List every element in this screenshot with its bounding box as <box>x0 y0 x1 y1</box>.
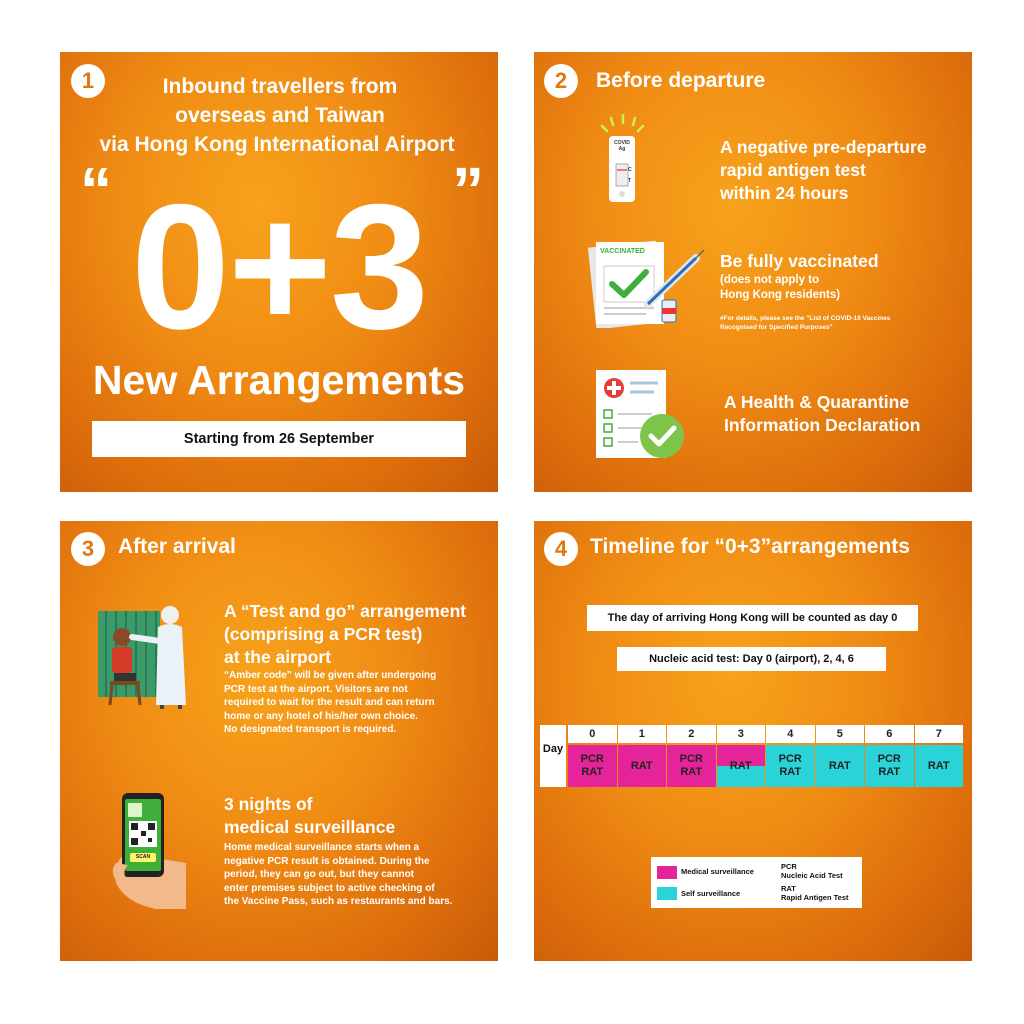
text-line: home or any hotel of his/her own choice. <box>224 710 418 722</box>
day-number-6: 6 <box>865 725 914 743</box>
legend-pcr <box>781 862 843 880</box>
text-line: required to wait for the result and can return <box>224 697 435 708</box>
vaccination-certificate-icon <box>586 238 706 328</box>
step-number-4: 4 <box>544 532 578 566</box>
test-label-pcr: PCR <box>580 753 604 765</box>
legend-rat-abbr: RAT <box>781 884 796 893</box>
test-label-pcr: PCR <box>778 753 802 765</box>
pcr-swab-test-icon <box>98 601 198 711</box>
day-cell-1 <box>618 745 667 787</box>
test-label-pcr: PCR <box>877 753 901 765</box>
text-line: #For details, please see the "List of COVID-19 Vaccines <box>720 315 891 322</box>
quote-open: “ <box>80 154 112 226</box>
day-cell-3 <box>717 745 766 787</box>
day-cell-4 <box>766 745 815 787</box>
text-line: PCR test at the airport. Visitors are not <box>224 683 408 695</box>
day-zero-note: The day of arriving Hong Kong will be counted as day 0 <box>587 605 918 631</box>
legend-rat-full: Rapid Antigen Test <box>781 893 849 902</box>
test-label-pcr: PCR <box>679 753 703 765</box>
text-line: enter premises subject to active checking of <box>224 882 435 894</box>
heading-line: via Hong Kong International Airport <box>99 133 455 156</box>
test-label-rat: RAT <box>680 766 703 778</box>
kit-label-t: T <box>628 178 632 184</box>
vaccine-list-note <box>720 314 890 332</box>
day-row-label: Day <box>540 725 566 787</box>
text-line: negative PCR result is obtained. During the <box>224 855 430 867</box>
text-line: A Health & Quarantine <box>724 392 910 412</box>
day-number-3: 3 <box>717 725 766 743</box>
day-cell-0 <box>568 745 617 787</box>
text-line: No designated transport is required. <box>224 724 397 735</box>
day-cell-5 <box>816 745 865 787</box>
new-arrangements-title: New Arrangements <box>92 357 466 403</box>
heading-line: overseas and Taiwan <box>175 104 385 127</box>
legend-self-label: Self surveillance <box>681 889 741 898</box>
quote-close: ” <box>452 154 484 226</box>
panel2-title: Before departure <box>596 69 766 92</box>
day-number-4: 4 <box>766 725 815 743</box>
day-number-7: 7 <box>915 725 964 743</box>
panel-before-departure <box>534 52 972 492</box>
text-line: A “Test and go” arrangement <box>224 601 467 621</box>
day-number-1: 1 <box>618 725 667 743</box>
text-line: within 24 hours <box>720 183 849 203</box>
text-line: period, they can go out, but they cannot <box>224 869 415 880</box>
step-number-1: 1 <box>71 64 105 98</box>
day-number-0: 0 <box>568 725 617 743</box>
pre-departure-test-text <box>720 136 927 205</box>
text-line: Hong Kong residents) <box>720 289 841 301</box>
text-line: A negative pre-departure <box>720 137 927 157</box>
day-number-2: 2 <box>667 725 716 743</box>
test-and-go-description <box>224 669 436 737</box>
antigen-test-kit-icon <box>596 114 646 204</box>
vaccinated-label: VACCINATED <box>600 248 645 255</box>
text-line: at the airport <box>224 647 331 667</box>
day-cell-6 <box>865 745 914 787</box>
test-label-rat: RAT <box>828 759 851 772</box>
vaccinated-title: Be fully vaccinated <box>720 251 879 271</box>
panel4-title: Timeline for “0+3”arrangements <box>590 535 910 558</box>
medical-surveillance-description <box>224 841 452 909</box>
panel1-heading <box>80 72 480 159</box>
test-and-go-title <box>224 600 466 669</box>
test-label-rat: RAT <box>729 759 752 772</box>
panel-after-arrival <box>60 521 498 961</box>
text-line: 3 nights of <box>224 794 313 814</box>
step-number-3: 3 <box>71 532 105 566</box>
test-label-rat: RAT <box>878 766 901 778</box>
nucleic-test-days-note: Nucleic acid test: Day 0 (airport), 2, 4, 6 <box>617 647 886 671</box>
kit-label-covid: COVID <box>614 140 630 146</box>
text-line: rapid antigen test <box>720 160 866 180</box>
text-line: Home medical surveillance starts when a <box>224 842 420 853</box>
text-line: Recognised for Specified Purposes" <box>720 324 833 331</box>
phone-scan-icon <box>106 793 196 913</box>
kit-label-ag: Ag <box>618 146 626 152</box>
test-label-rat: RAT <box>927 759 950 772</box>
day-cell-2 <box>667 745 716 787</box>
legend-rat <box>781 884 849 902</box>
medical-surveillance-title <box>224 793 395 839</box>
day-cell-7 <box>915 745 964 787</box>
vaccinated-subtext <box>720 273 840 303</box>
text-line: the Vaccine Pass, such as restaurants and bars. <box>224 896 453 907</box>
timeline-grid <box>568 725 964 787</box>
health-declaration-text <box>724 391 920 437</box>
day-number-5: 5 <box>816 725 865 743</box>
health-declaration-icon <box>592 368 692 468</box>
legend <box>651 857 862 908</box>
panel3-title: After arrival <box>118 535 236 558</box>
kit-label-c: C <box>628 167 632 173</box>
test-label-rat: RAT <box>630 759 653 772</box>
legend-pcr-full: Nucleic Acid Test <box>781 871 843 880</box>
legend-medical-label: Medical surveillance <box>681 867 754 876</box>
panel-inbound-travellers <box>60 52 498 492</box>
legend-pcr-abbr: PCR <box>781 862 797 871</box>
start-date-box: Starting from 26 September <box>92 421 466 457</box>
text-line: (comprising a PCR test) <box>224 624 423 644</box>
panel-timeline <box>534 521 972 961</box>
test-label-rat: RAT <box>779 766 802 778</box>
text-line: medical surveillance <box>224 817 396 837</box>
legend-medical-swatch <box>657 866 677 879</box>
step-number-2: 2 <box>544 64 578 98</box>
scan-label: SCAN <box>135 854 151 860</box>
text-line: Information Declaration <box>724 415 921 435</box>
big-0-plus-3: 0+3 <box>131 167 427 366</box>
text-line: “Amber code” will be given after undergoing <box>224 670 437 681</box>
legend-self-swatch <box>657 887 677 900</box>
text-line: (does not apply to <box>720 274 820 286</box>
heading-line: Inbound travellers from <box>162 75 398 98</box>
test-label-rat: RAT <box>581 766 604 778</box>
